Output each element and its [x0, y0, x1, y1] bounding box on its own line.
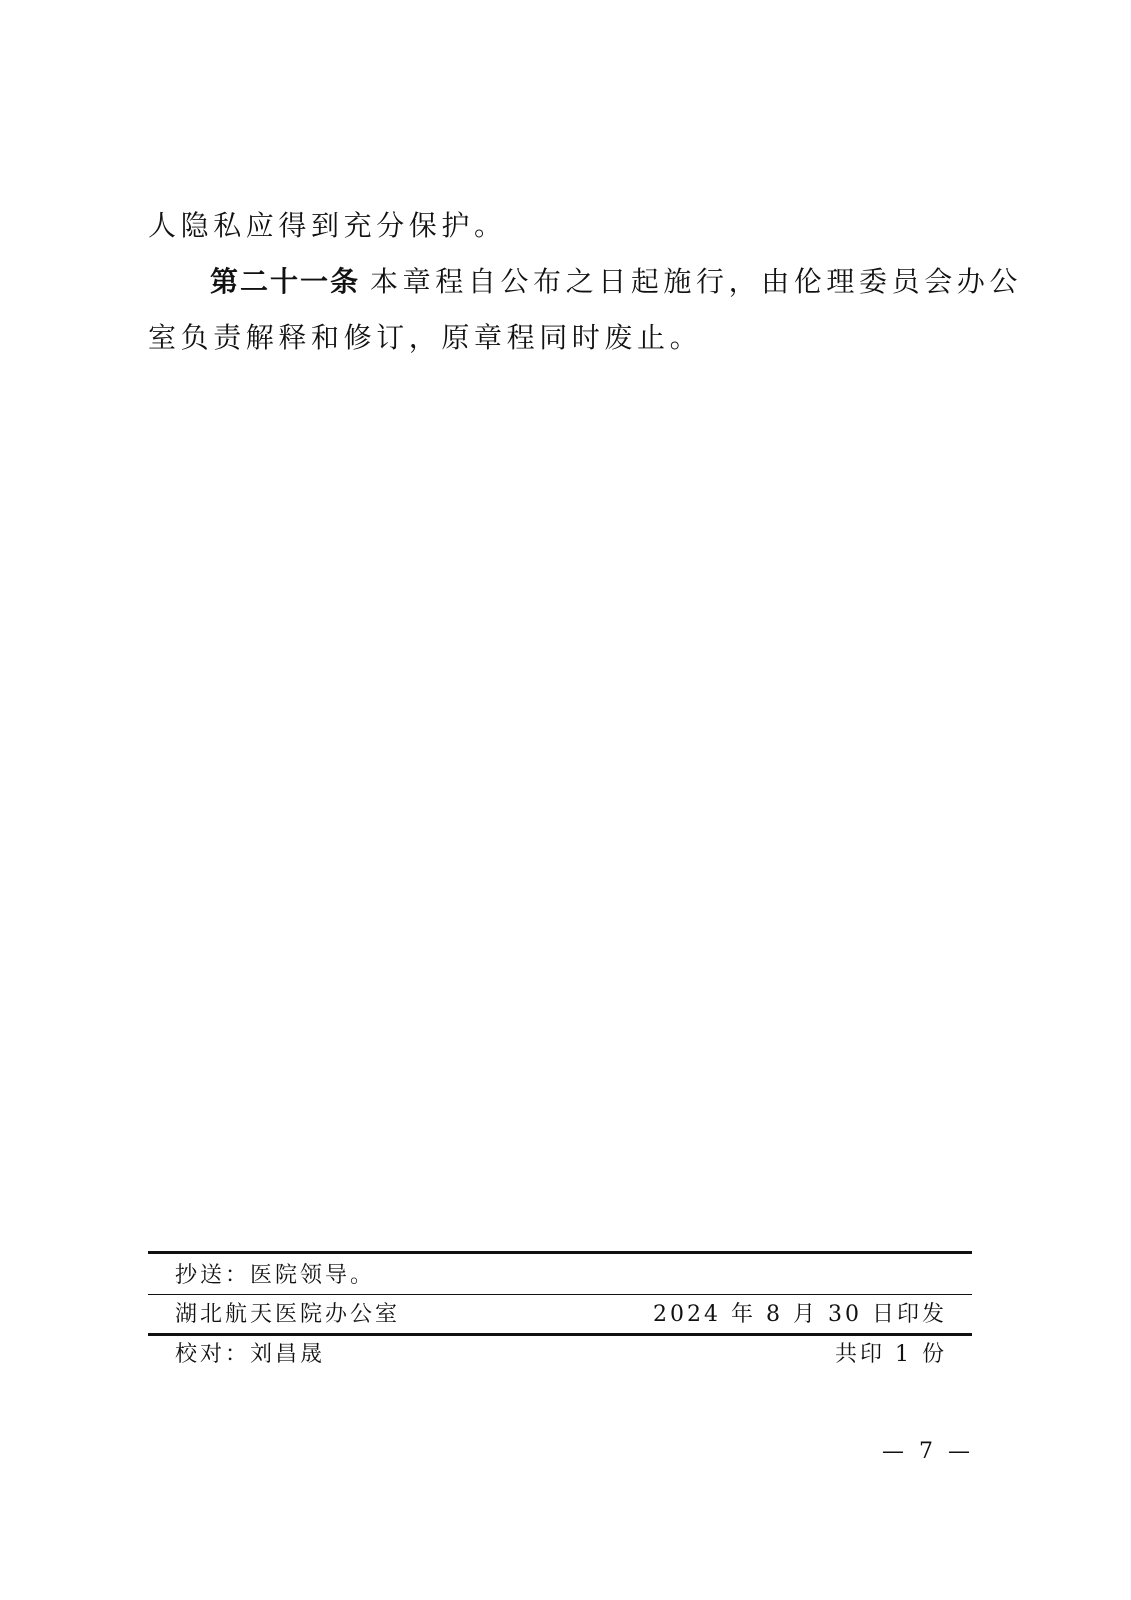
proofreader-text: 校对：刘昌晟: [175, 1342, 326, 1367]
footer-bottom-rule: [148, 1333, 972, 1336]
body-text-line: 室负责解释和修订，原章程同时废止。: [148, 321, 703, 354]
cc-text: 抄送：医院领导。: [175, 1263, 376, 1288]
article-heading: 第二十一条: [210, 265, 361, 298]
body-text-line: 人隐私应得到充分保护。: [148, 209, 507, 242]
footer-top-rule: [148, 1251, 972, 1254]
copies-count: 共印 1 份: [835, 1342, 947, 1367]
issuer-line: [175, 1299, 947, 1331]
article-text: 本章程自公布之日起施行，由伦理委员会办公: [370, 265, 1023, 298]
footer-middle-rule: [148, 1294, 972, 1295]
issuer-text: 湖北航天医院办公室: [175, 1302, 401, 1327]
article-paragraph: [210, 262, 1022, 302]
cc-line: [175, 1260, 947, 1292]
proofreader-line: [175, 1339, 947, 1371]
issue-date: 2024 年 8 月 30 日印发: [653, 1302, 947, 1327]
page-number: — 7 —: [882, 1439, 974, 1464]
